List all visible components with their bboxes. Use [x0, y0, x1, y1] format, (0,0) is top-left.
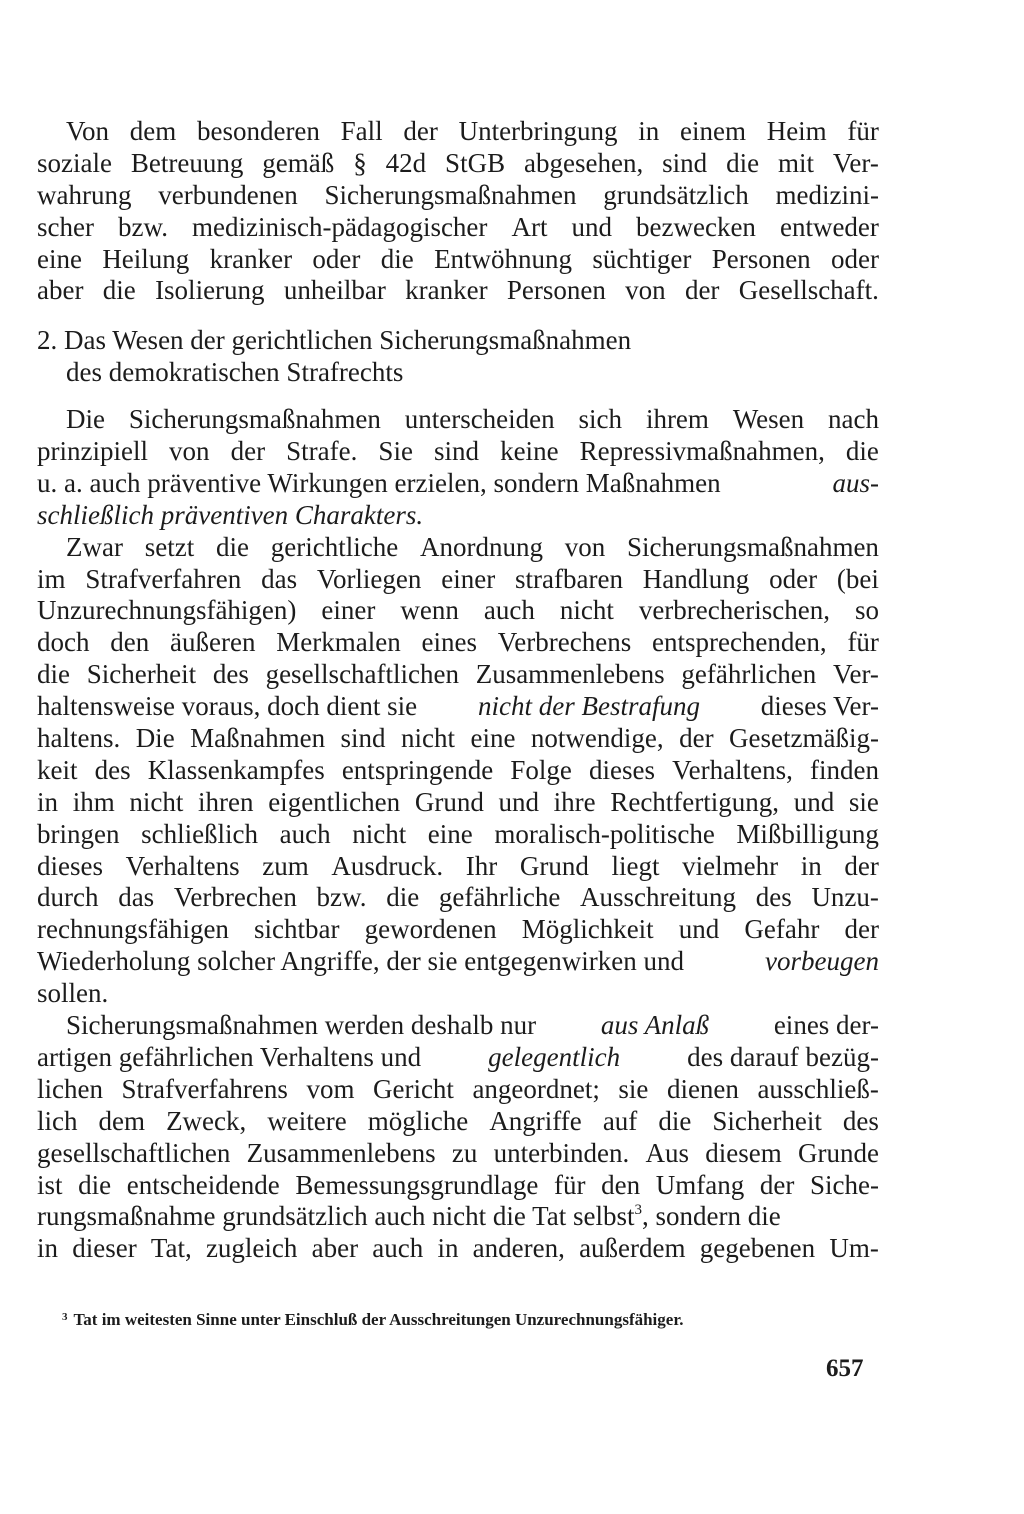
text-line	[37, 946, 879, 978]
emphasis-text: vorbeugen	[765, 946, 879, 977]
word: Wesen	[732, 404, 805, 435]
word: keine	[500, 436, 559, 467]
word: nicht	[559, 595, 614, 626]
section-heading	[37, 325, 879, 389]
word: ausschließ-	[757, 1073, 879, 1104]
word: der	[679, 723, 714, 754]
word: die	[658, 1105, 692, 1136]
word: Ihr	[465, 850, 498, 881]
word: Sicherheit	[86, 659, 197, 690]
word: im	[37, 563, 66, 594]
word: Zusammenlebens	[475, 659, 665, 690]
word: Entwöhnung	[434, 243, 573, 274]
word: Anordnung	[419, 531, 543, 562]
word: einem	[680, 116, 746, 146]
word: bzw.	[118, 211, 168, 242]
word: der	[684, 275, 720, 306]
word: entspringende	[341, 754, 494, 785]
word: äußeren	[170, 627, 256, 658]
word: zu	[451, 1137, 478, 1168]
word: StGB	[445, 147, 506, 178]
word: Klassenkampfes	[147, 754, 325, 785]
text-segment: des darauf bezüg-	[687, 1041, 879, 1072]
text-line	[37, 116, 879, 148]
footnote-reference[interactable]: 3	[634, 1202, 642, 1219]
word: die	[726, 147, 760, 178]
word: ihm	[72, 786, 115, 817]
word: lichen	[37, 1073, 103, 1104]
word: Betreuung	[130, 147, 244, 178]
text-segment: u. a. auch präventive Wirkungen erzielen, sondern Maßnahmen	[37, 467, 721, 498]
word: süchtiger	[592, 243, 692, 274]
word: Von	[66, 116, 110, 146]
word: prinzipiell	[37, 436, 148, 467]
word: der	[844, 850, 879, 881]
word: das	[118, 882, 155, 913]
word: eine	[470, 723, 516, 754]
word: unterbinden.	[493, 1137, 630, 1168]
word: Verhaltens	[125, 850, 240, 881]
word: für	[553, 1169, 586, 1200]
word: so	[854, 595, 879, 626]
word: Grund	[519, 850, 589, 881]
word: aber	[37, 275, 84, 306]
word: des	[842, 1105, 879, 1136]
word: nicht	[352, 818, 407, 849]
page-body	[37, 116, 879, 1265]
word: Folge	[510, 754, 572, 785]
footnote-text: Tat im weitesten Sinne unter Einschluß der Ausschreitungen Unzurechnungsfähiger.	[73, 1310, 684, 1329]
spacer	[37, 389, 879, 404]
word: auch	[279, 818, 331, 849]
text-line	[37, 244, 879, 276]
word: nach	[828, 404, 879, 435]
word: Isolierung	[155, 275, 265, 306]
word: verbundenen	[158, 179, 298, 210]
word: in	[37, 1233, 59, 1264]
word: dienen	[666, 1073, 739, 1104]
text-segment: Sicherungsmaßnahmen werden deshalb nur	[66, 1010, 537, 1041]
intro-paragraph	[37, 116, 879, 307]
text-segment: artigen gefährlichen Verhaltens und	[37, 1041, 422, 1072]
word: die	[37, 659, 70, 690]
word: Bemessungsgrundlage	[295, 1169, 539, 1200]
word: bringen	[37, 818, 120, 849]
word: anderen,	[472, 1233, 565, 1264]
word: dem	[98, 1105, 146, 1136]
word: bzw.	[316, 882, 367, 913]
heading-line: 2. Das Wesen der gerichtlichen Sicherungsmaßnahmen	[37, 325, 632, 356]
text-segment	[37, 1201, 781, 1233]
word: in	[37, 786, 59, 817]
word: kranker	[209, 243, 293, 274]
word: Sicherungsmaßnahmen	[128, 404, 381, 435]
word: Unzu-	[811, 882, 879, 913]
word: notwendige,	[530, 723, 664, 754]
text-line	[37, 532, 879, 564]
text-segment: , sondern die	[641, 1201, 781, 1232]
word: gefährlichen	[681, 659, 817, 690]
text-segment: dieses Ver-	[760, 691, 879, 722]
word: in	[437, 1233, 459, 1264]
word: Mißbilligung	[736, 818, 879, 849]
word: oder	[312, 243, 361, 274]
word: und	[571, 211, 612, 242]
word: Sie	[378, 436, 413, 467]
word: liegt	[611, 850, 660, 881]
footnote	[62, 1310, 684, 1330]
word: Die	[66, 404, 105, 435]
word: Gesellschaft.	[738, 275, 879, 306]
word: Gericht	[372, 1073, 454, 1104]
text-line	[37, 500, 879, 532]
word: eine	[427, 818, 473, 849]
word: haltens.	[37, 723, 121, 754]
word: Maßnahmen	[190, 723, 326, 754]
word: Aus	[645, 1137, 690, 1168]
heading-line: des demokratischen Strafrechts	[66, 357, 404, 388]
word: diesem	[705, 1137, 782, 1168]
word: abgesehen,	[524, 147, 644, 178]
word: Sicherheit	[712, 1105, 822, 1136]
word: angeordnet;	[472, 1073, 600, 1104]
word: von	[169, 436, 210, 467]
emphasis-text: aus-	[832, 467, 879, 498]
paragraph-2	[37, 532, 879, 1010]
word: und	[498, 786, 539, 817]
word: die	[386, 882, 420, 913]
word: unterscheiden	[404, 404, 555, 435]
word: §	[353, 147, 367, 178]
text-line	[37, 819, 879, 851]
word: Verbrechen	[173, 882, 297, 913]
word: der	[844, 914, 879, 945]
word: Art	[511, 211, 548, 242]
text-line	[37, 1042, 879, 1074]
word: gesellschaftlichen	[37, 1137, 231, 1168]
word: Sicherungsmaßnahmen	[626, 531, 879, 562]
word: Personen	[506, 275, 606, 306]
text-segment: haltensweise voraus, doch dient sie	[37, 691, 418, 722]
word: auch	[372, 1233, 424, 1264]
paragraph-1	[37, 404, 879, 532]
word: Heim	[766, 116, 827, 146]
word: Merkmalen	[276, 627, 401, 658]
word: der	[403, 116, 438, 146]
word: Strafverfahren	[85, 563, 242, 594]
word: sich	[578, 404, 623, 435]
word: kranker	[405, 275, 488, 306]
word: gesellschaftlichen	[265, 659, 459, 690]
word: ihrem	[645, 404, 709, 435]
word: gefährliche	[438, 882, 561, 913]
text-segment: rungsmaßnahme grundsätzlich auch nicht die Tat selbst	[37, 1201, 635, 1232]
word: des	[94, 754, 131, 785]
text-line	[37, 882, 879, 914]
word: entweder	[779, 211, 879, 242]
word: sind	[662, 147, 708, 178]
word: nicht	[401, 723, 456, 754]
word: schließlich	[141, 818, 259, 849]
word: Repressivmaßnahmen,	[579, 436, 825, 467]
word: zum	[262, 850, 309, 881]
word: strafbaren	[515, 563, 623, 594]
word: eines	[421, 627, 477, 658]
text-line	[37, 723, 879, 755]
word: des	[755, 882, 792, 913]
word: Zwar	[66, 531, 123, 562]
word: außerdem	[579, 1233, 686, 1264]
word: sichtbar	[254, 914, 340, 945]
text-line	[37, 275, 879, 307]
word: Die	[135, 723, 175, 754]
word: soziale	[37, 147, 112, 178]
word: Um-	[829, 1233, 879, 1264]
text-line	[37, 755, 879, 787]
word: sie	[848, 786, 879, 817]
word: Handlung	[642, 563, 750, 594]
word: Unterbringung	[458, 116, 618, 146]
emphasis-text: nicht der Bestrafung	[477, 691, 700, 722]
word: der	[230, 436, 266, 467]
word: Rechtfertigung,	[610, 786, 780, 817]
word: Gefahr	[744, 914, 820, 945]
word: vielmehr	[682, 850, 779, 881]
emphasis-text: aus Anlaß	[600, 1010, 710, 1041]
word: moralisch-politische	[494, 818, 715, 849]
word: medizini-	[775, 179, 879, 210]
text-line	[37, 659, 879, 691]
word: grundsätzlich	[603, 179, 749, 210]
word: keit	[37, 754, 78, 785]
word: durch	[37, 882, 99, 913]
word: Sicherungsmaßnahmen	[324, 179, 577, 210]
text-segment: eines der-	[773, 1010, 879, 1041]
word: des	[212, 659, 249, 690]
word: zugleich	[205, 1233, 298, 1264]
word: und	[678, 914, 720, 945]
text-line	[37, 436, 879, 468]
word: oder	[831, 243, 879, 274]
spacer	[37, 307, 879, 325]
word: Ausschreitung	[580, 882, 737, 913]
word: Verbrechens	[497, 627, 632, 658]
word: ihren	[198, 786, 254, 817]
text-line	[37, 627, 879, 659]
text-line	[37, 404, 879, 436]
emphasis-text: gelegentlich	[488, 1041, 621, 1072]
word: doch	[37, 627, 90, 658]
word: weitere	[267, 1105, 347, 1136]
text-line	[37, 787, 879, 819]
text-line	[37, 1201, 879, 1233]
text-line	[37, 1170, 879, 1202]
word: oder	[769, 563, 818, 594]
word: von	[564, 531, 606, 562]
word: ist	[37, 1169, 63, 1200]
word: Strafverfahrens	[121, 1073, 288, 1104]
paragraph-3	[37, 1010, 879, 1265]
word: Strafe.	[286, 436, 358, 467]
word: ihre	[553, 786, 596, 817]
word: scher	[37, 211, 94, 242]
text-line	[37, 1074, 879, 1106]
word: Ausdruck.	[331, 850, 444, 881]
page-number: 657	[826, 1355, 864, 1382]
word: eigentlichen	[268, 786, 401, 817]
word: die	[102, 275, 136, 306]
word: sie	[618, 1073, 649, 1104]
text-line	[37, 564, 879, 596]
text-line	[37, 851, 879, 883]
text-line	[37, 1106, 879, 1138]
emphasis-text: schließlich präventiven Charakters.	[37, 499, 424, 530]
word: die	[380, 243, 414, 274]
text-line	[37, 212, 879, 244]
word: einer	[441, 563, 496, 594]
word: unheilbar	[283, 275, 386, 306]
word: Umfang	[655, 1169, 745, 1200]
word: gewordenen	[364, 914, 497, 945]
word: Ver-	[832, 147, 879, 178]
text-line	[37, 180, 879, 212]
word: mit	[777, 147, 814, 178]
word: setzt	[144, 531, 195, 562]
word: dem	[129, 116, 177, 146]
word: dieser	[72, 1233, 137, 1264]
word: die	[845, 436, 879, 467]
word: wenn	[400, 595, 459, 626]
word: Gesetzmäßig-	[729, 723, 879, 754]
word: Möglichkeit	[521, 914, 654, 945]
word: vom	[306, 1073, 355, 1104]
word: entscheidende	[126, 1169, 280, 1200]
word: die	[78, 1169, 112, 1200]
word: der	[759, 1169, 795, 1200]
word: mögliche	[367, 1105, 469, 1136]
word: sind	[340, 723, 386, 754]
text-line	[37, 148, 879, 180]
text-line	[37, 1010, 879, 1042]
text-line	[37, 595, 879, 627]
word: aber	[311, 1233, 359, 1264]
word: die	[215, 531, 249, 562]
word: Grund	[414, 786, 484, 817]
word: dieses	[37, 850, 103, 881]
footnote-mark: 3	[62, 1311, 68, 1323]
word: eine	[37, 243, 82, 274]
word: in	[638, 116, 660, 146]
word: für	[847, 116, 879, 146]
word: Heilung	[102, 243, 190, 274]
word: auf	[602, 1105, 638, 1136]
word: (bei	[836, 563, 879, 594]
word: in	[800, 850, 822, 881]
word: Fall	[340, 116, 383, 146]
word: Zusammenlebens	[246, 1137, 436, 1168]
text-line	[37, 691, 879, 723]
word: für	[847, 627, 879, 658]
word: gerichtliche	[270, 531, 399, 562]
word: entsprechenden,	[651, 627, 827, 658]
word: und	[793, 786, 835, 817]
word: Ver-	[832, 659, 879, 690]
word: bezwecken	[636, 211, 756, 242]
word: Zweck,	[166, 1105, 247, 1136]
word: lich	[37, 1105, 78, 1136]
word: den	[110, 627, 150, 658]
word: wahrung	[37, 179, 132, 210]
word: Personen	[711, 243, 811, 274]
word: sind	[434, 436, 480, 467]
word: Grunde	[797, 1137, 879, 1168]
word: einer	[321, 595, 376, 626]
word: Verhaltens,	[672, 754, 793, 785]
word: verbrecherischen,	[638, 595, 830, 626]
text-line: sollen.	[37, 978, 109, 1009]
word: Tat,	[150, 1233, 192, 1264]
word: dieses	[589, 754, 656, 785]
text-line	[37, 914, 879, 946]
word: den	[601, 1169, 641, 1200]
text-line	[37, 468, 879, 500]
word: rechnungsfähigen	[37, 914, 229, 945]
word: 42d	[385, 147, 427, 178]
text-segment: Wiederholung solcher Angriffe, der sie entgegenwirken und	[37, 946, 684, 977]
word: Siche-	[809, 1169, 879, 1200]
word: medizinisch-pädagogischer	[192, 211, 488, 242]
word: Vorliegen	[316, 563, 422, 594]
word: finden	[810, 754, 879, 785]
word: gegebenen	[699, 1233, 816, 1264]
word: besonderen	[196, 116, 320, 146]
word: von	[625, 275, 666, 306]
word: gemäß	[262, 147, 335, 178]
word: Angriffe	[489, 1105, 582, 1136]
word: das	[261, 563, 298, 594]
word: Unzurechnungsfähigen)	[37, 595, 297, 626]
word: auch	[483, 595, 535, 626]
text-line	[37, 1138, 879, 1170]
word: nicht	[129, 786, 184, 817]
text-line	[37, 1233, 879, 1265]
